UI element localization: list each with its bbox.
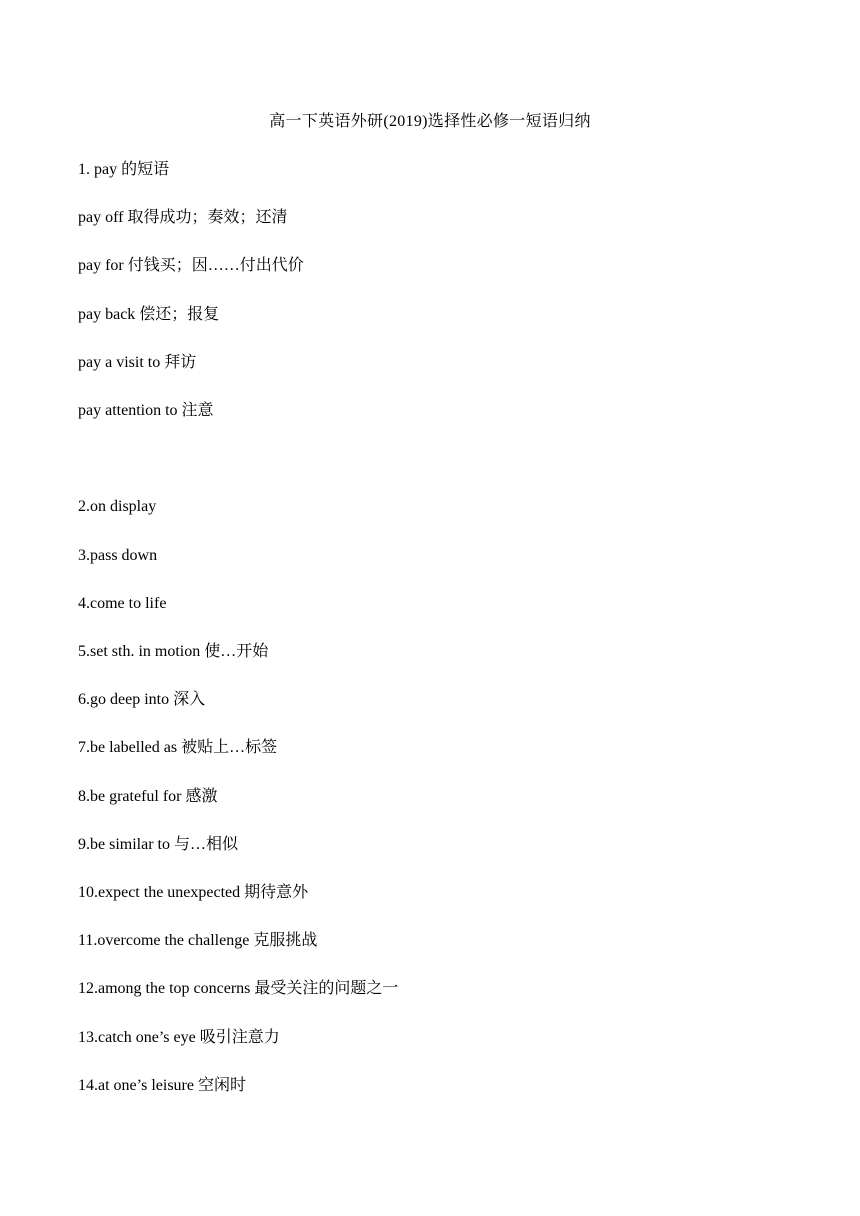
phrase-line-4: pay back 偿还；报复	[78, 305, 220, 323]
phrase-line-19: 14.at one’s leisure 空闲时	[78, 1076, 246, 1094]
phrase-line-13: 8.be grateful for 感激	[78, 787, 218, 805]
phrase-line-11: 6.go deep into 深入	[78, 691, 206, 709]
document-title: 高一下英语外研(2019)选择性必修一短语归纳	[269, 113, 591, 130]
phrase-line-5: pay a visit to 拜访	[78, 353, 197, 371]
phrase-line-1: 1. pay 的短语	[78, 161, 170, 178]
phrase-line-17: 12.among the top concerns 最受关注的问题之一	[78, 980, 399, 998]
phrase-line-8: 3.pass down	[78, 546, 158, 564]
phrase-line-9: 4.come to life	[78, 594, 167, 612]
phrase-line-3: pay for 付钱买；因……付出代价	[78, 257, 304, 275]
phrase-line-2: pay off 取得成功；奏效；还清	[78, 209, 288, 227]
phrase-line-15: 10.expect the unexpected 期待意外	[78, 883, 309, 901]
phrase-line-6: pay attention to 注意	[78, 401, 214, 419]
phrase-line-12: 7.be labelled as 被贴上…标签	[78, 739, 278, 757]
phrase-line-18: 13.catch one’s eye 吸引注意力	[78, 1028, 280, 1046]
phrase-line-7: 2.on display	[78, 498, 157, 516]
phrase-line-16: 11.overcome the challenge 克服挑战	[78, 932, 318, 950]
phrase-line-14: 9.be similar to 与…相似	[78, 835, 238, 853]
phrase-list	[78, 158, 798, 1122]
phrase-line-10: 5.set sth. in motion 使…开始	[78, 643, 269, 660]
